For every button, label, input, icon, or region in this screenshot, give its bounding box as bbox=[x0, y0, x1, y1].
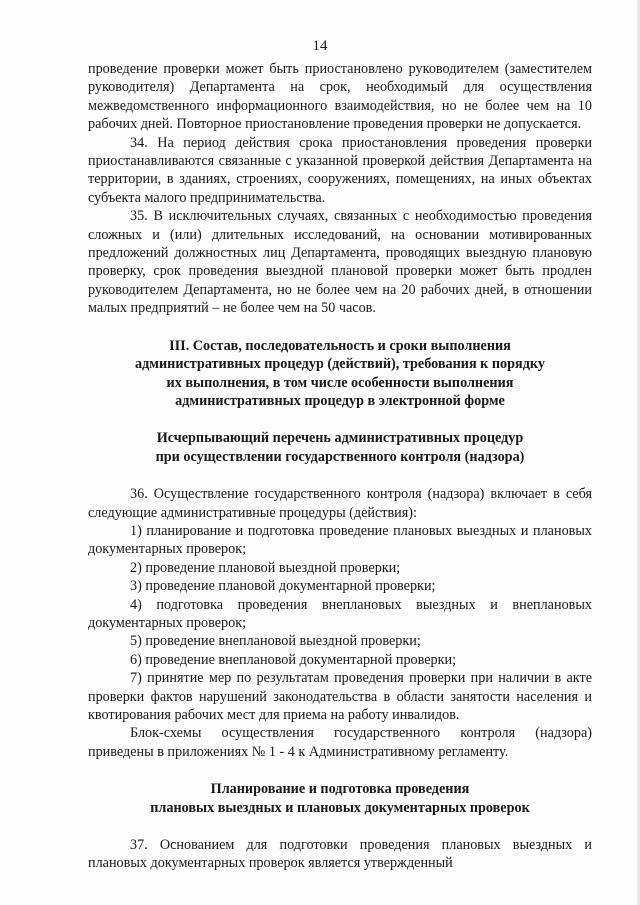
page-number: 14 bbox=[312, 38, 328, 54]
spacer bbox=[88, 817, 592, 836]
procedure-item: 3) проведение плановой документарной проверки; bbox=[130, 578, 436, 595]
paragraph-37: 37. Основанием для подготовки проведения плановых выездных и плановых документарных проверок является утвержденный bbox=[88, 837, 592, 872]
paragraph-continuation: проведение проверки может быть приостановлено руководителем (заместителем руководителя) Департамента на срок, необходимый для осуществления межведомственного информационного взаимодействия, но не более чем на 10 рабочих дней. Повторное приостановление проведения проверки не допускается. bbox=[88, 61, 592, 133]
procedure-item: 6) проведение внеплановой документарной проверки; bbox=[130, 651, 457, 668]
paragraph-34: 34. На период действия срока приостановления проведения проверки приостанавливаются связанные с указанной проверкой действия Департамента на территории, в зданиях, строениях, сооружениях, помещениях, на иных объектах субъекта малого предпринимательства. bbox=[88, 134, 592, 206]
subheading-line: плановых выездных и плановых документарных проверок bbox=[150, 799, 530, 816]
subheading-planning bbox=[88, 780, 592, 817]
subheading-line: Исчерпывающий перечень административных процедур bbox=[156, 430, 524, 447]
procedure-item: 5) проведение внеплановой выездной проверки; bbox=[130, 633, 421, 650]
page-content bbox=[88, 60, 592, 873]
section-heading bbox=[88, 337, 592, 411]
section-heading-line: административных процедур (действий), требования к порядку bbox=[135, 356, 545, 373]
procedure-item: 2) проведение плановой выездной проверки; bbox=[130, 559, 401, 576]
spacer bbox=[88, 318, 592, 337]
subheading-procedures-list bbox=[88, 429, 592, 466]
procedure-item: 1) планирование и подготовка проведение плановых выездных и плановых документарных проверок; bbox=[88, 522, 592, 558]
paragraph-36: 36. Осуществление государственного контроля (надзора) включает в себя следующие административные процедуры (действия): bbox=[88, 486, 592, 521]
procedure-item: 4) подготовка проведения внеплановых выездных и внеплановых документарных проверок; bbox=[88, 596, 592, 631]
block-schemes-note: Блок-схемы осуществления государственного контроля (надзора) приведены в приложениях № 1 - 4 к Административному регламенту. bbox=[88, 725, 592, 760]
section-heading-line: их выполнения, в том числе особенности выполнения bbox=[166, 374, 514, 391]
spacer bbox=[88, 410, 592, 429]
procedure-item: 7) принятие мер по результатам проведения проверки при наличии в акте проверки фактов нарушений законодательства в области занятости населения и квотирования рабочих мест для приема на работу инвалидов. bbox=[88, 670, 592, 723]
subheading-line: при осуществлении государственного контроля (надзора) bbox=[155, 448, 525, 465]
paragraph-35: 35. В исключительных случаях, связанных с необходимостью проведения сложных и (или) длительных исследований, на основании мотивированных предложений должностных лиц Департамента, проводящих выездную плановую проверку, срок проведения выездной плановой проверки может быть продлен руководителем Департамента, но не более чем на 20 рабочих дней, в отношении малых предприятий – не более чем на 50 часов. bbox=[88, 208, 592, 317]
spacer bbox=[88, 466, 592, 485]
section-heading-line: III. Состав, последовательность и сроки выполнения bbox=[169, 337, 511, 354]
subheading-line: Планирование и подготовка проведения bbox=[210, 781, 470, 798]
spacer bbox=[88, 761, 592, 780]
section-heading-line: административных процедур в электронной форме bbox=[175, 392, 505, 409]
